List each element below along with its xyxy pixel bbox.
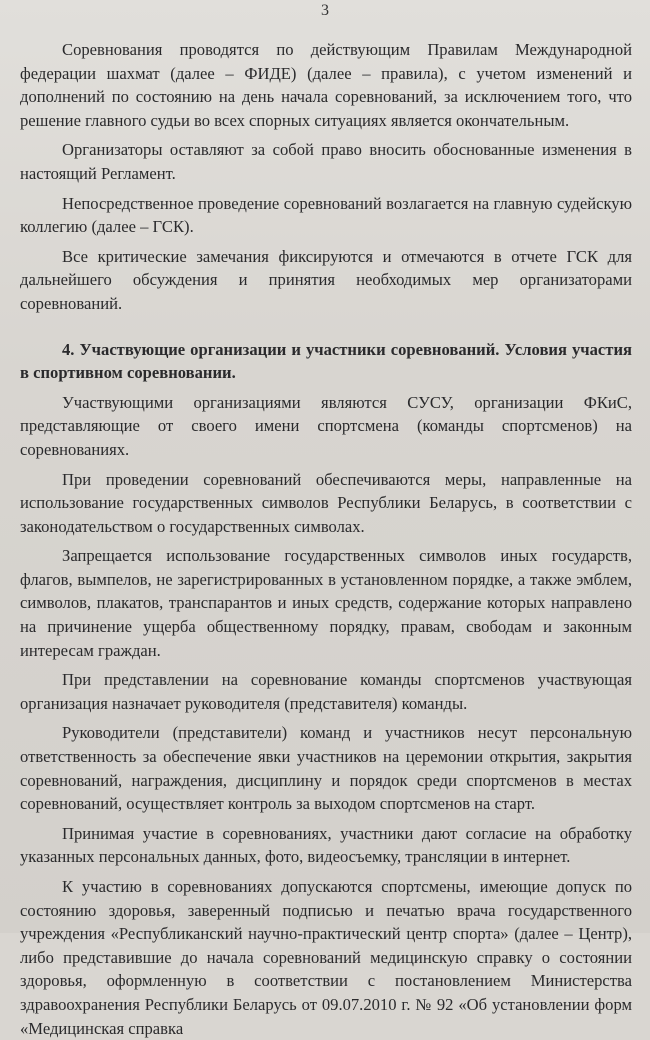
paragraph: Участвующими организациями являются СУСУ, организации ФКиС, представляющие от своего имени спортсмена (команды спортсменов) на соревнованиях.: [20, 392, 632, 459]
paragraph: Все критические замечания фиксируются и отмечаются в отчете ГСК для дальнейшего обсуждения и принятия необходимых мер организаторами соревнований.: [20, 246, 632, 313]
paragraph: При представлении на соревнование команды спортсменов участвующая организация назначает руководителя (представителя) команды.: [20, 670, 632, 713]
paragraph: Запрещается использование государственных символов иных государств, флагов, вымпелов, не зарегистрированных в установленном порядке, а также эмблем, символов, плакатов, транспарантов и иных средств, содержание которых направлено на причинение ущерба общественному порядку, правам, свободам и законным интересам граждан.: [20, 546, 632, 660]
page-number: 3: [321, 2, 329, 19]
paragraph: Принимая участие в соревнованиях, участники дают согласие на обработку указанных персональных данных, фото, видеосъемку, трансляции в интернет.: [20, 823, 632, 867]
paragraph: Руководители (представители) команд и участников несут персональную ответственность за обеспечение явки участников на церемонии открытия, закрытия соревнований, награждения, дисциплину и порядок среди спортсменов в местах соревнований, осуществляет контроль за выходом спортсменов на старт.: [20, 723, 632, 814]
document-body: [20, 38, 632, 1040]
paragraph: Соревнования проводятся по действующим Правилам Международной федерации шахмат (далее – ФИДЕ) (далее – правила), с учетом изменений и дополнений по состоянию на день начала соревнований, за исключением того, что решение главного судьи во всех спорных ситуациях является окончательным.: [20, 40, 632, 130]
paragraph: При проведении соревнований обеспечиваются меры, направленные на использование государственных символов Республики Беларусь, в соответствии с законодательством о государственных символах.: [20, 469, 632, 536]
section-heading: 4. Участвующие организации и участники соревнований. Условия участия в спортивном соревновании.: [20, 339, 632, 383]
paragraph: Непосредственное проведение соревнований возлагается на главную судейскую коллегию (далее – ГСК).: [20, 193, 632, 237]
paragraph: К участию в соревнованиях допускаются спортсмены, имеющие допуск по состоянию здоровья, заверенный подписью и печатью врача государственного учреждения «Республиканский научно-практический центр спорта» (далее – Центр), либо представившие до начала соревнований медицинскую справку о состоянии здоровья, оформленную в соответствии с постановлением Министерства здравоохранения Республики Беларусь от 09.07.2010 г. № 92 «Об установлении форм «Медицинская справка: [20, 877, 632, 1038]
paragraph: Организаторы оставляют за собой право вносить обоснованные изменения в настоящий Регламент.: [20, 140, 632, 183]
